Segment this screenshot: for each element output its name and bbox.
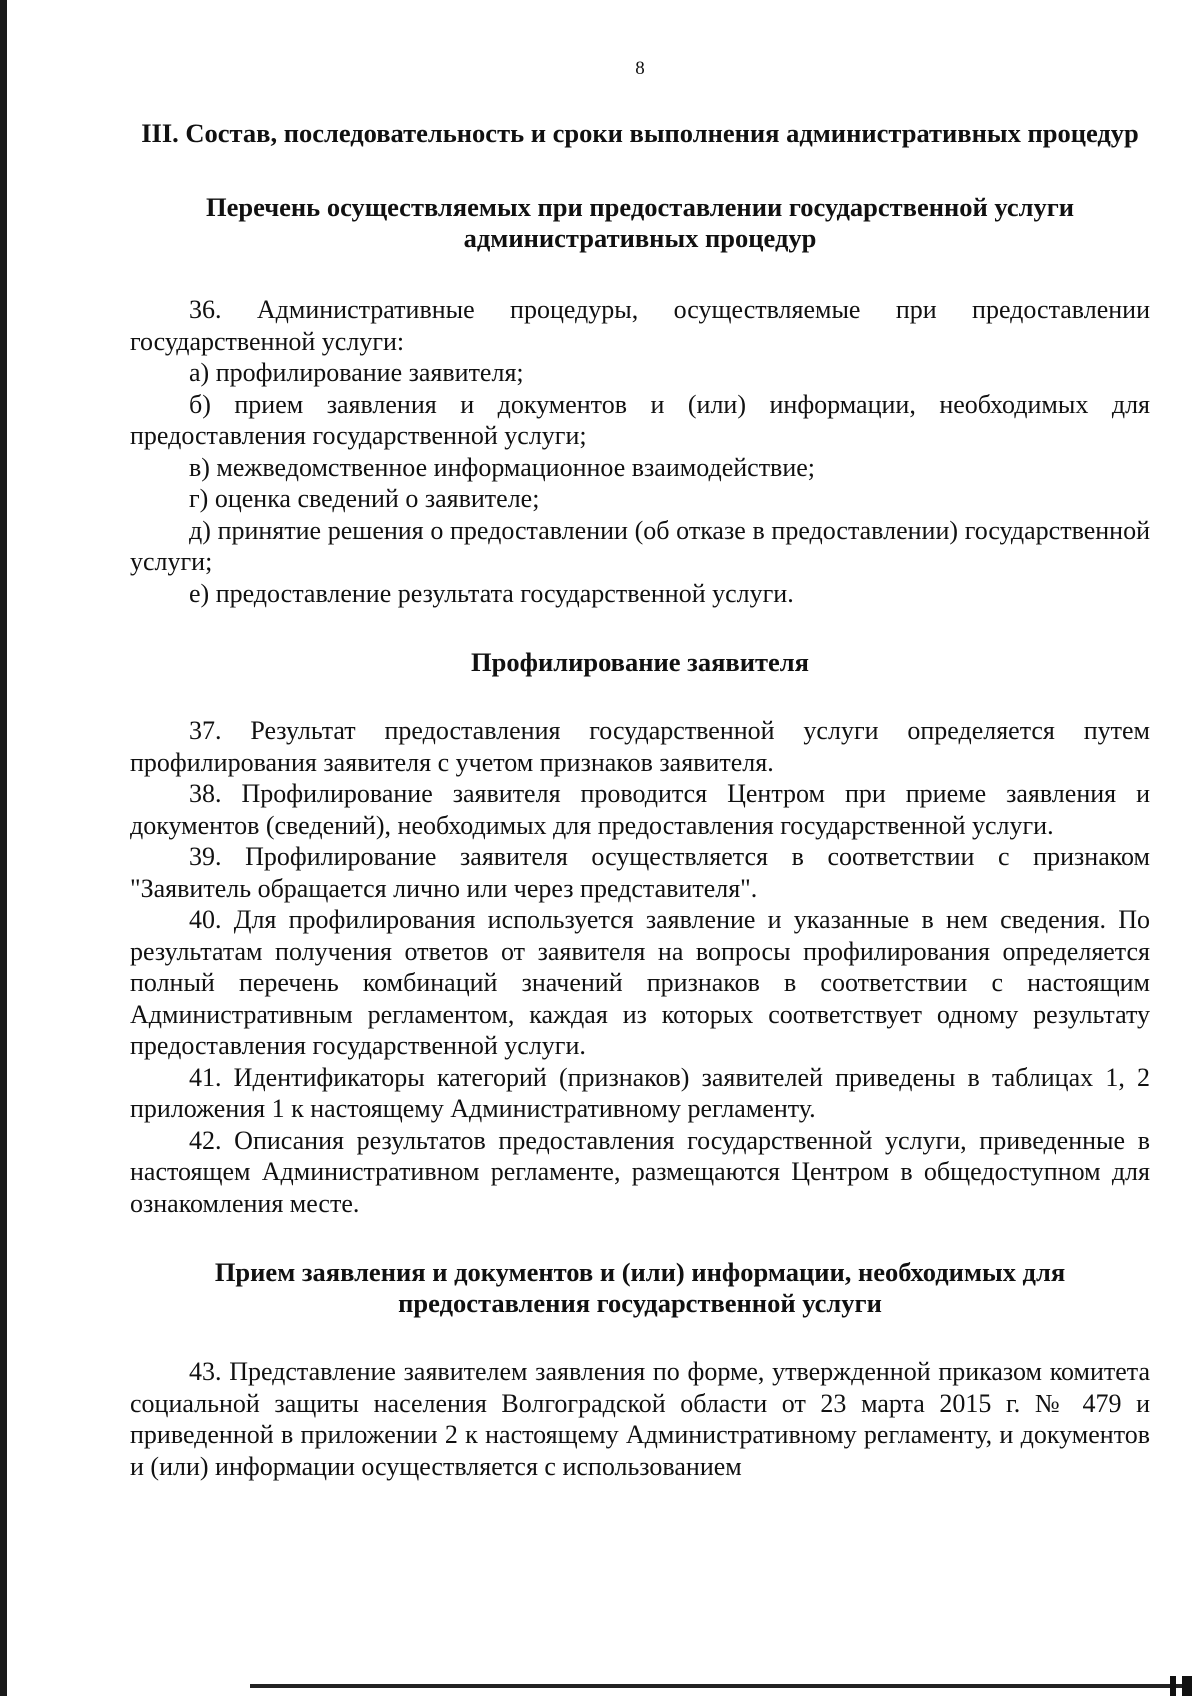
list-item-v: в) межведомственное информационное взаимодействие;	[189, 452, 816, 482]
paragraph-37: 37. Результат предоставления государственной услуги определяется путем профилирования заявителя с учетом признаков заявителя.	[130, 716, 1150, 777]
document-page	[130, 58, 1150, 1482]
paragraph-41: 41. Идентификаторы категорий (признаков) заявителей приведены в таблицах 1, 2 приложения 1 к настоящему Административному регламенту.	[130, 1062, 1150, 1123]
paragraph-43: 43. Представление заявителем заявления по форме, утвержденной приказом комитета социальной защиты населения Волгоградской области от 23 марта 2015 г. № 479 и приведенной в приложении 2 к настоящему Административному регламенту, и документов и (или) информации осуществляется с использованием	[130, 1357, 1150, 1481]
subheading-reception: Прием заявления и документов и (или) информации, необходимых для предоставления государственной услуги	[214, 1257, 1066, 1318]
scan-bottom-mark	[1170, 1676, 1176, 1696]
subheading-profiling: Профилирование заявителя	[471, 647, 809, 677]
subheading-procedure-list: Перечень осуществляемых при предоставлении государственной услуги административных процедур	[205, 192, 1075, 253]
paragraph-40: 40. Для профилирования используется заявление и указанные в нем сведения. По результатам получения ответов от заявителя на вопросы профилирования определяется полный перечень комбинаций значений признаков в соответствии с настоящим Административным регламентом, каждая из которых соответствует одному результату предоставления государственной услуги.	[130, 905, 1150, 1060]
paragraph-36: 36. Административные процедуры, осуществляемые при предоставлении государственной услуги:	[130, 295, 1150, 356]
scan-bottom-line	[250, 1684, 1190, 1688]
section-heading-main: III. Состав, последовательность и сроки выполнения административных процедур	[141, 118, 1139, 148]
list-item-b: б) прием заявления и документов и (или) информации, необходимых для предоставления государственной услуги;	[130, 389, 1150, 450]
paragraph-38: 38. Профилирование заявителя проводится Центром при приеме заявления и документов (сведений), необходимых для предоставления государственной услуги.	[130, 779, 1150, 840]
list-item-e: е) предоставление результата государственной услуги.	[189, 578, 794, 608]
list-item-a: а) профилирование заявителя;	[189, 358, 524, 387]
list-item-d: д) принятие решения о предоставлении (об отказе в предоставлении) государственной услуги;	[130, 515, 1150, 576]
paragraph-39: 39. Профилирование заявителя осуществляется в соответствии с признаком "Заявитель обращается лично или через представителя".	[130, 842, 1150, 903]
paragraph-42: 42. Описания результатов предоставления государственной услуги, приведенные в настоящем Административном регламенте, размещаются Центром в общедоступном для ознакомления месте.	[130, 1125, 1150, 1218]
scan-bottom-mark	[1182, 1676, 1192, 1696]
list-item-g: г) оценка сведений о заявителе;	[189, 484, 540, 513]
scan-left-edge	[0, 0, 7, 1696]
page-number: 8	[635, 58, 645, 79]
